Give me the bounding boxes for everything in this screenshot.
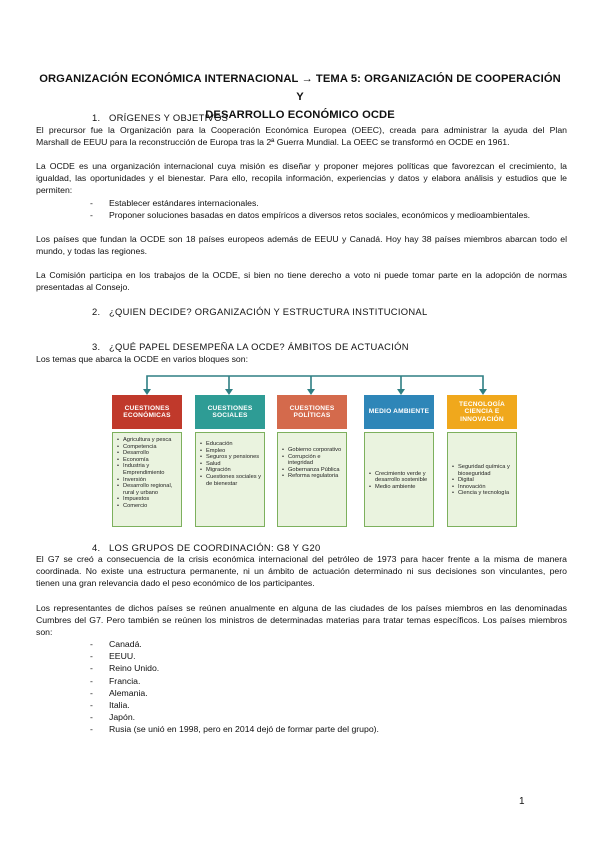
list-item: • Cuestiones sociales y de bienestar	[199, 474, 261, 487]
paragraph-5: Los temas que abarca la OCDE en varios bloques son:	[36, 354, 248, 364]
connector-arrows	[111, 368, 518, 398]
g7-members-list	[90, 638, 379, 736]
category-header: TECNOLOGÍA CIENCIA E INNOVACIÓN	[447, 395, 517, 429]
list-item: • Agricultura y pesca	[116, 437, 178, 444]
category-social	[195, 395, 265, 527]
paragraph-line: La OCDE es una organización internacional cuya misión es diseñar y proponer mejores políticas que favorezcan el crecimiento, la	[36, 161, 567, 171]
paragraph-3	[36, 233, 567, 257]
list-item: • Innovación	[451, 484, 513, 491]
paragraph-line: La Comisión participa en los trabajos de la OCDE, si bien no tiene derecho a voto ni puede tomar parte en la adopción de normas	[36, 270, 567, 280]
category-items	[195, 432, 265, 527]
list-item: • Migración	[199, 467, 261, 474]
list-item: • Seguridad química y bioseguridad	[451, 464, 513, 477]
section-title: LOS GRUPOS DE COORDINACIÓN: G8 Y G20	[109, 542, 321, 553]
section-2-heading	[92, 306, 428, 317]
list-item: - Italia.	[90, 699, 379, 711]
list-item: - Rusia (se unió en 1998, pero en 2014 dejó de formar parte del grupo).	[90, 723, 379, 735]
paragraph-line: El G7 se creó a consecuencia de la crisis económica internacional del petróleo de 1973 para hacer frente a la misma de manera	[36, 554, 567, 564]
paragraph-4	[36, 269, 567, 293]
list-item: - Establecer estándares internacionales.	[90, 197, 530, 209]
category-items	[364, 432, 434, 527]
list-item: • Desarrollo	[116, 450, 178, 457]
section-number: 4.	[92, 542, 101, 553]
list-item: • Reforma regulatoria	[281, 473, 343, 480]
paragraph-line: presentadas al Consejo.	[36, 282, 130, 293]
section-title: ¿QUÉ PAPEL DESEMPEÑA LA OCDE? ÁMBITOS DE ACTUACIÓN	[109, 341, 409, 352]
category-political	[277, 395, 347, 527]
category-items	[447, 432, 517, 527]
section-3-heading	[92, 341, 409, 352]
list-item: • Economía	[116, 457, 178, 464]
paragraph-1	[36, 124, 567, 148]
category-header: MEDIO AMBIENTE	[364, 395, 434, 429]
paragraph-line: mundo, y todas las regiones.	[36, 246, 148, 257]
category-header: CUESTIONES POLÍTICAS	[277, 395, 347, 429]
oecd-topics-diagram	[111, 368, 518, 528]
category-items	[112, 432, 182, 527]
list-item: • Crecimiento verde y desarrollo sostenible	[368, 471, 430, 484]
list-item: • Inversión	[116, 477, 178, 484]
paragraph-line: permiten:	[36, 185, 73, 196]
list-item: • Digital	[451, 477, 513, 484]
section-number: 3.	[92, 341, 101, 352]
list-item: • Empleo	[199, 448, 261, 455]
section-number: 2.	[92, 306, 101, 317]
paragraph-line: son:	[36, 627, 53, 638]
category-technology	[447, 395, 517, 527]
category-environment	[364, 395, 434, 527]
list-item: - Japón.	[90, 711, 379, 723]
list-item: • Gobernanza Pública	[281, 467, 343, 474]
list-item: - Canadá.	[90, 638, 379, 650]
list-item: - Alemania.	[90, 687, 379, 699]
list-item: • Competencia	[116, 444, 178, 451]
list-item: - Francia.	[90, 675, 379, 687]
category-items	[277, 432, 347, 527]
paragraph-line: tienen una gran relevancia dado el peso económico de los participantes.	[36, 578, 315, 589]
list-item: • Gobierno corporativo	[281, 447, 343, 454]
paragraph-line: Cumbres del G7. Pero también se reúnen los ministros de determinadas materias para tratar temas específicos. Los países miembros	[36, 615, 567, 626]
list-item: • Comercio	[116, 503, 178, 510]
objectives-list	[90, 197, 530, 221]
paragraph-2	[36, 160, 567, 197]
category-header: CUESTIONES ECONÓMICAS	[112, 395, 182, 429]
paragraph-line: Marshall de EEUU para la reconstrucción de Europa tras la 2ª Guerra Mundial. La OEEC se transformó en OCDE en 1961.	[36, 137, 510, 148]
list-item: • Seguros y pensiones	[199, 454, 261, 461]
list-item: • Educación	[199, 441, 261, 448]
category-economic	[112, 395, 182, 527]
paragraph-line: Los representantes de dichos países se reúnen anualmente en alguna de las ciudades de los países miembros en las denominadas	[36, 603, 567, 613]
list-item: • Desarrollo regional, rural y urbano	[116, 483, 178, 496]
paragraph-line: igualdad, las oportunidades y el bienestar. Para ello, recopila información, experiencias y datos y elabora análisis y estudios que le	[36, 173, 567, 184]
paragraph-7	[36, 602, 567, 639]
section-title: ORÍGENES Y OBJETIVOS	[109, 112, 229, 123]
list-item: - EEUU.	[90, 650, 379, 662]
list-item: • Medio ambiente	[368, 484, 430, 491]
category-header: CUESTIONES SOCIALES	[195, 395, 265, 429]
list-item: • Ciencia y tecnología	[451, 490, 513, 497]
list-item: • Salud	[199, 461, 261, 468]
list-item: • Industria y Emprendimiento	[116, 463, 178, 476]
section-4-heading	[92, 542, 321, 553]
list-item: - Reino Unido.	[90, 662, 379, 674]
list-item: - Proponer soluciones basadas en datos empíricos a diversos retos sociales, económicos y medioambientales.	[90, 209, 530, 221]
title-line-2: DESARROLLO ECONÓMICO OCDE	[205, 109, 395, 121]
paragraph-line: Los países que fundan la OCDE son 18 países europeos además de EEUU y Canadá. Hoy hay 38 países miembros abarcan todo el	[36, 234, 567, 244]
section-title: ¿QUIEN DECIDE? ORGANIZACIÓN Y ESTRUCTURA INSTITUCIONAL	[109, 306, 428, 317]
paragraph-6	[36, 553, 567, 590]
list-item: • Corrupción e integridad	[281, 454, 343, 467]
paragraph-line: coordinada. No existe una estructura permanente, ni un ámbito de actuación determinado ni sus decisiones son vinculantes, pero	[36, 566, 567, 577]
page-number: 1	[519, 796, 525, 807]
list-item: • Impuestos	[116, 496, 178, 503]
section-1-heading	[92, 112, 228, 123]
title-line-1: ORGANIZACIÓN ECONÓMICA INTERNACIONAL → TEMA 5: ORGANIZACIÓN DE COOPERACIÓN Y	[39, 73, 561, 103]
section-number: 1.	[92, 112, 101, 123]
paragraph-line: El precursor fue la Organización para la Cooperación Económica Europea (OEEC), creada para administrar la ayuda del Plan	[36, 125, 567, 135]
